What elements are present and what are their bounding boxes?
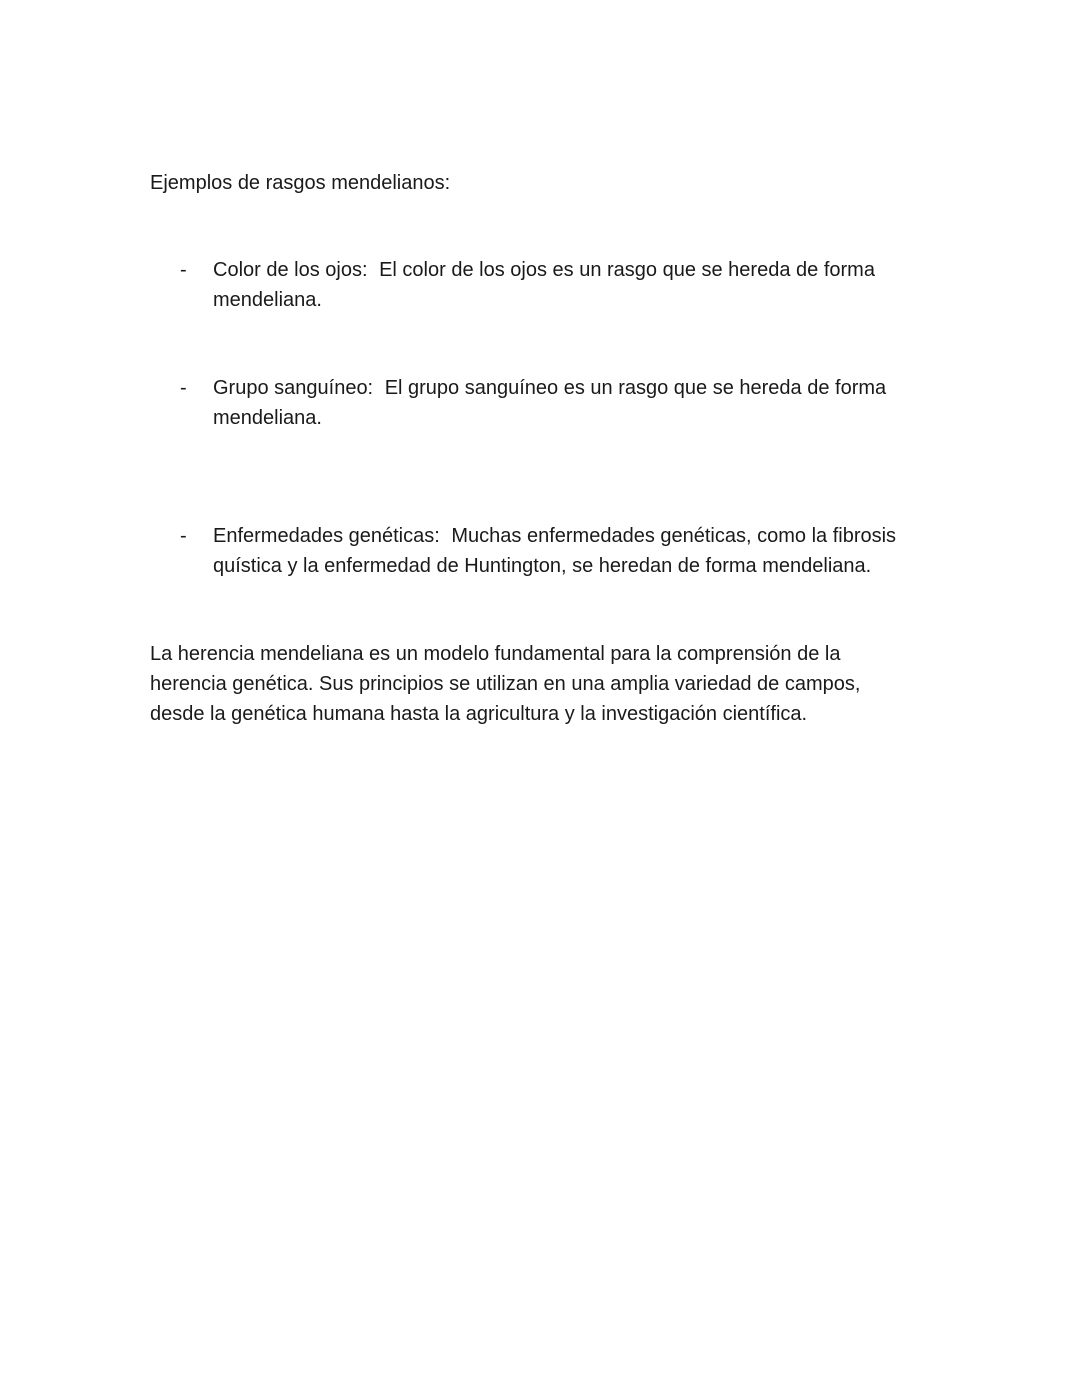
bullet-dash: - xyxy=(180,377,187,399)
list-item-term: Enfermedades genéticas: xyxy=(213,525,440,547)
list-item-description: Muchas enfermedades genéticas, como la fibrosis quística y la enfermedad de Huntington, se heredan de forma mendeliana. xyxy=(213,525,897,577)
list-item-term: Color de los ojos: xyxy=(213,259,368,281)
list-item-genetic-diseases xyxy=(150,521,930,581)
list-item-term: Grupo sanguíneo: xyxy=(213,377,374,399)
list-item-blood-group xyxy=(150,373,930,433)
list-item-description: El color de los ojos es un rasgo que se hereda de forma mendeliana. xyxy=(213,259,875,311)
intro-paragraph: Ejemplos de rasgos mendelianos: xyxy=(150,172,451,194)
list-item-text xyxy=(213,255,933,315)
list-item-text xyxy=(213,521,933,581)
list-item-text xyxy=(213,373,933,433)
conclusion-paragraph: La herencia mendeliana es un modelo fundamental para la comprensión de la herencia genética. Sus principios se utilizan en una amplia variedad de campos, desde la genética humana hasta la agricultura y la investigación científica. xyxy=(150,643,861,725)
list-item-description: El grupo sanguíneo es un rasgo que se hereda de forma mendeliana. xyxy=(213,377,887,429)
bullet-dash: - xyxy=(180,259,187,281)
list-item-eye-color xyxy=(150,255,930,315)
bullet-dash: - xyxy=(180,525,187,547)
